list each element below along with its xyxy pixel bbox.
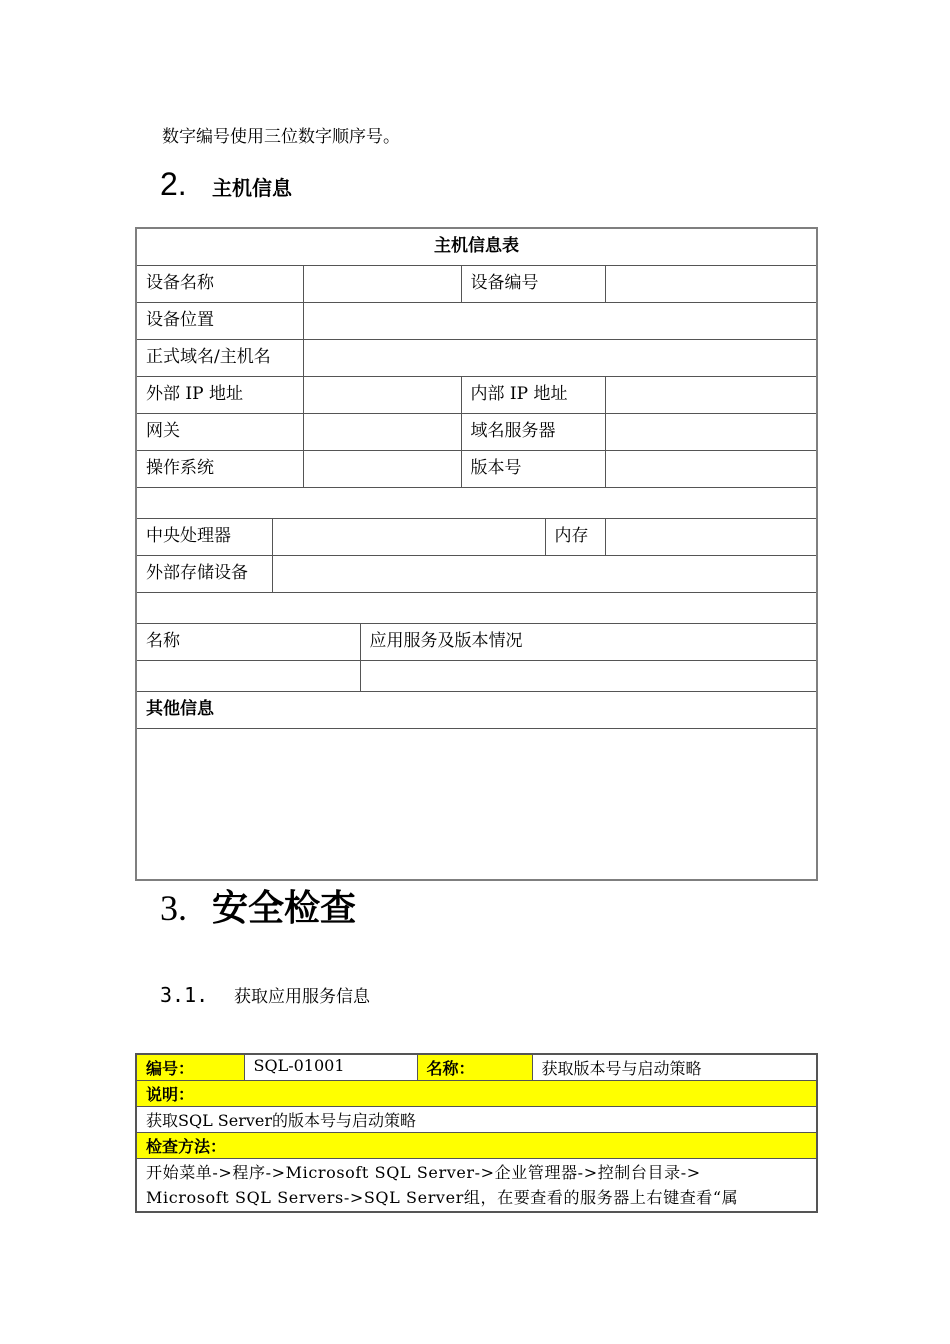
host-info-table: [135, 227, 818, 881]
value-os[interactable]: [303, 450, 461, 487]
value-device-location[interactable]: [303, 302, 817, 339]
label-description: 说明：: [136, 1081, 817, 1107]
section-3-1-heading: [160, 982, 370, 1007]
spacer-row: [136, 487, 817, 518]
label-id: 编号：: [136, 1054, 244, 1081]
label-cpu: 中央处理器: [136, 518, 272, 555]
label-gateway: 网关: [136, 413, 303, 450]
label-domain-host: 正式域名/主机名: [136, 339, 303, 376]
label-dns: 域名服务器: [461, 413, 605, 450]
value-dns[interactable]: [605, 413, 817, 450]
label-os: 操作系统: [136, 450, 303, 487]
spacer-row: [136, 592, 817, 623]
value-device-name[interactable]: [303, 265, 461, 302]
section-number: 2.: [160, 166, 187, 202]
value-gateway[interactable]: [303, 413, 461, 450]
label-device-id: 设备编号: [461, 265, 605, 302]
method-line-2: Microsoft SQL Servers->SQL Server组，在要查看的服务器上右键查看“属: [146, 1188, 739, 1207]
label-name: 名称：: [417, 1054, 532, 1081]
label-name: 名称: [136, 623, 360, 660]
value-app-service[interactable]: [360, 660, 817, 691]
intro-paragraph: 数字编号使用三位数字顺序号。: [162, 127, 400, 147]
value-description: 获取SQL Server的版本号与启动策略: [136, 1107, 817, 1133]
label-other-info: 其他信息: [136, 691, 817, 728]
section-number: 3.: [160, 888, 187, 928]
section-3-heading: [160, 880, 356, 931]
value-cpu[interactable]: [272, 518, 545, 555]
label-check-method: 检查方法：: [136, 1133, 817, 1159]
section-title: 获取应用服务信息: [234, 987, 370, 1007]
check-item-table: [135, 1053, 818, 1213]
label-memory: 内存: [545, 518, 605, 555]
label-internal-ip: 内部 IP 地址: [461, 376, 605, 413]
value-other-info[interactable]: [136, 728, 817, 880]
section-title: 主机信息: [212, 176, 292, 200]
value-version[interactable]: [605, 450, 817, 487]
section-2-heading: [160, 166, 292, 203]
section-title: 安全检查: [212, 888, 357, 929]
value-check-method: [136, 1159, 817, 1213]
table-title: 主机信息表: [136, 228, 817, 265]
value-memory[interactable]: [605, 518, 817, 555]
value-ext-storage[interactable]: [272, 555, 817, 592]
value-id: SQL-01001: [244, 1054, 417, 1081]
label-device-location: 设备位置: [136, 302, 303, 339]
label-device-name: 设备名称: [136, 265, 303, 302]
method-line-1: 开始菜单->程序->Microsoft SQL Server->企业管理器->控制台目录->: [146, 1163, 701, 1182]
label-app-service: 应用服务及版本情况: [360, 623, 817, 660]
value-domain-host[interactable]: [303, 339, 817, 376]
section-number: 3.1.: [160, 983, 209, 1007]
value-external-ip[interactable]: [303, 376, 461, 413]
label-external-ip: 外部 IP 地址: [136, 376, 303, 413]
value-app-name[interactable]: [136, 660, 360, 691]
value-name: 获取版本号与启动策略: [532, 1054, 817, 1081]
label-version: 版本号: [461, 450, 605, 487]
value-device-id[interactable]: [605, 265, 817, 302]
value-internal-ip[interactable]: [605, 376, 817, 413]
label-ext-storage: 外部存储设备: [136, 555, 272, 592]
